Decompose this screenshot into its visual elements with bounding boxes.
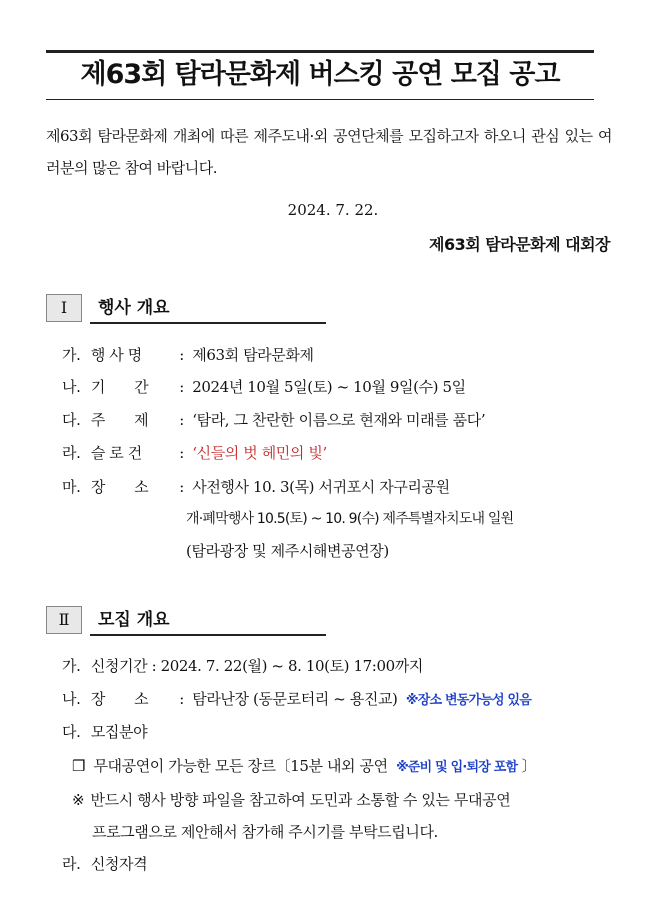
eligibility-row — [62, 853, 147, 874]
item-value: 제63회 탐라문화제 — [192, 346, 314, 364]
item-marker: 마. — [62, 478, 81, 496]
item-value: 모집분야 — [90, 723, 148, 741]
busking-place-row — [62, 688, 531, 709]
notice-row-1 — [72, 789, 510, 810]
notice-text-1: 반드시 행사 방향 파일을 참고하여 도민과 소통할 수 있는 무대공연 — [90, 791, 511, 809]
checkbox-bullet-icon: ❒ — [72, 757, 86, 775]
item-value: 2024년 10월 5일(토) ~ 10월 9일(수) 5일 — [192, 378, 466, 396]
item-marker: 가. — [62, 346, 81, 364]
event-period-row — [62, 376, 466, 397]
item-colon: : — [179, 444, 184, 462]
item-colon: : — [179, 478, 184, 496]
section-2-underline — [90, 634, 326, 636]
section-1-numeral: Ⅰ — [46, 294, 82, 322]
venue-line-3: (탐라광장 및 제주시해변공연장) — [186, 542, 389, 560]
page-title: 제63회 탐라문화제 버스킹 공연 모집 공고 — [80, 59, 560, 90]
item-marker: 다. — [62, 411, 81, 429]
item-colon: : — [179, 346, 184, 364]
item-marker: 나. — [62, 690, 81, 708]
venue-line-2: 개·폐막행사 10.5(토) ~ 10. 9(수) 제주특별자치도내 일원 — [186, 511, 514, 527]
recruit-field-row — [62, 721, 147, 742]
item-marker: 다. — [62, 723, 81, 741]
event-theme-row — [62, 409, 485, 430]
section-2-heading: 모집 개요 — [98, 610, 170, 630]
section-2-numeral: Ⅱ — [46, 606, 82, 634]
item-colon: : — [179, 690, 184, 708]
reference-mark-icon: ※ — [72, 791, 85, 809]
notice-text-2: 프로그램으로 제안해서 참가해 주시기를 부탁드립니다. — [92, 823, 438, 841]
item-value: 신청자격 — [90, 855, 148, 873]
item-marker: 라. — [62, 855, 81, 873]
event-name-row — [62, 344, 314, 365]
genre-text: 무대공연이 가능한 모든 장르〔15분 내외 공연 — [93, 757, 388, 775]
genre-close-bracket: 〕 — [521, 757, 537, 775]
section-1-underline — [90, 322, 326, 324]
item-label: 주 제 — [90, 411, 149, 429]
item-label: 슬 로 건 — [90, 444, 142, 462]
section-2-header — [46, 606, 326, 636]
title-bottom-rule — [46, 99, 594, 100]
item-value: 탐라난장 (동문로터리 ~ 용진교) — [192, 690, 398, 708]
item-marker: 나. — [62, 378, 81, 396]
genre-note: ※준비 및 입·퇴장 포함 — [396, 760, 518, 775]
organizer: 제63회 탐라문화제 대회장 — [429, 235, 610, 254]
event-venue-row — [62, 476, 450, 497]
slogan-value: ‘신들의 벗 헤민의 빛’ — [192, 444, 327, 462]
event-slogan-row — [62, 442, 327, 463]
place-change-note: ※장소 변동가능성 있음 — [405, 693, 532, 708]
genre-row — [72, 755, 536, 776]
intro-paragraph: 제63회 탐라문화제 개최에 따른 제주도내·외 공연단체를 모집하고자 하오니 관심 있는 여러분의 많은 참여 바랍니다. — [46, 127, 612, 177]
item-value: 신청기간 : 2024. 7. 22(월) ~ 8. 10(토) 17:00까지 — [90, 657, 423, 675]
section-1-heading: 행사 개요 — [98, 298, 170, 318]
item-label: 행 사 명 — [90, 346, 142, 364]
item-marker: 가. — [62, 657, 81, 675]
item-label: 장 소 — [90, 478, 149, 496]
section-1-header — [46, 294, 326, 324]
item-label: 기 간 — [90, 378, 149, 396]
item-value: ‘탐라, 그 찬란한 이름으로 현재와 미래를 품다’ — [192, 411, 486, 429]
item-colon: : — [179, 411, 184, 429]
application-period-row — [62, 655, 423, 676]
announcement-date: 2024. 7. 22. — [287, 201, 379, 219]
item-colon: : — [179, 378, 184, 396]
item-value: 사전행사 10. 3(목) 서귀포시 자구리공원 — [192, 478, 450, 496]
item-marker: 라. — [62, 444, 81, 462]
item-label: 장 소 — [90, 690, 149, 708]
title-block — [46, 50, 594, 100]
